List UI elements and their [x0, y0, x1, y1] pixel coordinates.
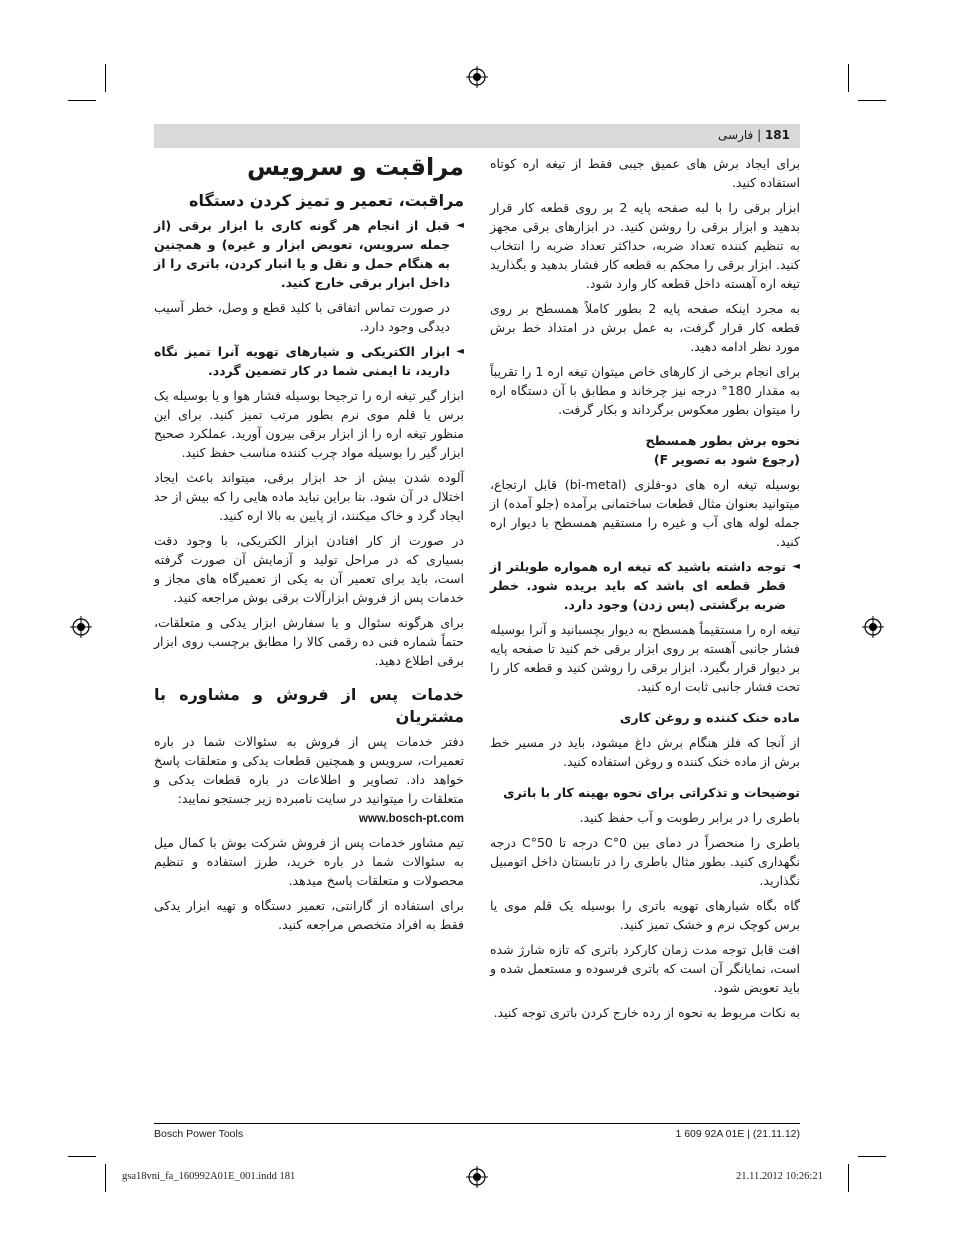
crop-mark — [68, 100, 96, 101]
paragraph: تیم مشاور خدمات پس از فروش شرکت بوش با کمال میل به سئوالات شما در باره خرید، طرز استفاده و تنظیم محصولات و متعلقات پاسخ میدهد. — [154, 835, 464, 888]
paragraph: برای ایجاد برش های عمیق جیبی فقط از تیغه اره کوتاه استفاده کنید. — [490, 156, 800, 190]
registration-mark-icon — [862, 616, 884, 638]
heading-line: (رجوع شود به تصویر F) — [653, 452, 800, 467]
page-number: 181 — [764, 128, 790, 142]
paragraph: باطری را در برابر رطوبت و آب حفظ کنید. — [579, 810, 800, 825]
paragraph: ابزار برقی را با لبه صفحه پایه 2 بر روی قطعه کار قرار بدهید و ابزار برقی را روشن کنید. در ابزارهای برقی مجهز به تنظیم کننده تعداد ضربه، حداکثر تعداد ضربه را انتخاب کنید. ابزار برقی را محکم به قطعه کار فشار بدهید و بگذارید تیغه اره آهسته داخل قطعه کار وارد شود. — [490, 200, 800, 291]
paragraph: دفتر خدمات پس از فروش به سئوالات شما در باره تعمیرات، سرویس و همچنین قطعات یدکی و متعلقات پاسخ خواهد داد. تصاویر و اطلاعات در باره قطعات یدکی و متعلقات را میتوانید در سایت نامبرده زیر جستجو نمایید: — [154, 734, 464, 806]
header-language: فارسی — [718, 128, 754, 142]
crop-mark — [68, 1156, 96, 1157]
paragraph: برای هرگونه سئوال و یا سفارش ابزار یدکی و متعلقات، حتماً شماره فنی ده رقمی کالا را مطابق برچسب روی ابزار برقی اطلاع دهید. — [154, 615, 464, 668]
paragraph: افت قابل توجه مدت زمان کارکرد باتری که تازه شارژ شده است، نمایانگر آن است که باتری فرسوده و مستعمل شده و باید تعویض شود. — [490, 942, 800, 995]
paragraph: تیغه اره را مستقیماً همسطح به دیوار بچسبانید و آنرا بوسیله فشار جانبی آهسته بر روی ابزار برقی خم کنید تا صفحه پایه بر دیوار قرار بگیرد. ابزار برقی را روشن کنید و قطعه کار را تحت فشار جانبی ثابت اره کنید. — [490, 622, 800, 694]
heading-line: نحوه برش بطور همسطح — [645, 433, 800, 448]
registration-mark-icon — [70, 616, 92, 638]
paragraph: به مجرد اینکه صفحه پایه 2 بطور کاملاً همسطح بر روی قطعه کار قرار گرفت، به عمل برش در امتداد خط برش مورد نظر ادامه دهید. — [490, 301, 800, 354]
section-heading: خدمات پس از فروش و مشاوره با مشتریان — [154, 685, 464, 726]
paragraph: باطری را منحصراً در دمای بین 0°C درجه تا 50°C درجه نگهداری کنید. بطور مثال باطری را در تابستان داخل اتومبیل نگذارید. — [490, 835, 800, 888]
paragraph: گاه بگاه شیارهای تهویه باتری را بوسیله یک قلم موی یا برس کوچک نرم و خشک تمیز کنید. — [490, 898, 800, 932]
crop-mark — [105, 1164, 106, 1192]
section-heading: مراقبت، تعمیر و تمیز کردن دستگاه — [189, 191, 464, 210]
registration-mark-icon — [466, 66, 488, 88]
section-heading: ماده خنک کننده و روغن کاری — [619, 710, 800, 725]
paragraph: آلوده شدن بیش از حد ابزار برقی، میتواند باعث ایجاد اختلال در آن شود. بنا براین نباید ماده هایی را که بیش از حد ایجاد گرد و خاک میکنند، از پایین به بالا اره کنید. — [154, 470, 464, 523]
crop-mark — [848, 64, 849, 92]
crop-mark — [858, 100, 886, 101]
paragraph: در صورت از کار افتادن ابزار الکتریکی، با وجود دقت بسیاری که در مراحل تولید و آزمایش آن صورت گرفته است، باید برای تعمیر آن به یکی از تعمیرگاه های مجاز و خدمات پس از فروش ابزارآلات برقی بوش مراجعه کنید. — [154, 533, 464, 605]
section-heading — [490, 431, 800, 469]
warning-bullet: ◄ ابزار الکتریکی و شیارهای تهویه آنرا تمیز نگاه دارید، تا ایمنی شما در کار تضمین گردد. — [154, 342, 464, 380]
warning-bullet: ◄ توجه داشته باشید که تیغه اره همواره طویلتر از قطر قطعه ای باشد که باید بریده شود. خطر ضربه برگشتی (پس زدن) وجود دارد. — [490, 557, 800, 614]
website-link[interactable]: www.bosch-pt.com — [359, 813, 464, 825]
warning-bullet: ◄ قبل از انجام هر گونه کاری با ابزار برقی (از جمله سرویس، تعویض ابزار و غیره) و همچنین به هنگام حمل و نقل و یا انبار کردن، باتری را از داخل ابزار برقی خارج کنید. — [154, 216, 464, 292]
paragraph: به نکات مربوط به نحوه از رده خارج کردن باتری توجه کنید. — [493, 1005, 800, 1020]
paragraph: در صورت تماس اتفاقی با کلید قطع و وصل، خطر آسیب دیدگی وجود دارد. — [154, 300, 450, 334]
left-column — [154, 152, 464, 940]
paragraph: ابزار گیر تیغه اره را ترجیحا بوسیله فشار هوا و یا بوسیله یک برس یا قلم موی نرم بطور مرتب تمیز کنید. برای این منظور تیغه اره را از ابزار برقی بیرون آورید. عملکرد صحیح ابزار گیر را بوسیله مواد چرب کننده مناسب حفظ کنید. — [154, 388, 464, 460]
page-header — [154, 124, 800, 148]
footer-brand: Bosch Power Tools — [154, 1128, 244, 1140]
footer-docnumber: 1 609 92A 01E | (21.11.12) — [675, 1128, 800, 1140]
page-title: مراقبت و سرویس — [247, 153, 464, 181]
paragraph: از آنجا که فلز هنگام برش داغ میشود، باید در مسیر خط برش از ماده خنک کننده و روغن استفاده کنید. — [490, 735, 800, 769]
crop-mark — [105, 64, 106, 92]
registration-mark-icon — [466, 1166, 488, 1188]
paragraph: برای استفاده از گارانتی، تعمیر دستگاه و تهیه ابزار یدکی فقط به افراد متخصص مراجعه کنید. — [154, 898, 464, 932]
crop-mark — [848, 1164, 849, 1192]
section-heading: توضیحات و تذکراتی برای نحوه بهینه کار با باتری — [503, 785, 800, 800]
footer-rule — [154, 1123, 800, 1124]
slug-datetime: 21.11.2012 10:26:21 — [736, 1171, 823, 1182]
right-column — [490, 154, 800, 1028]
paragraph: بوسیله تیغه اره های دو-فلزی (bi-metal) قابل ارتجاع، میتوانید بعنوان مثال قطعات ساختمانی برآمده (جلو آمده) از جمله لوله های آب و غیره را مستقیم همسطح با دیوار اره کنید. — [490, 477, 800, 549]
header-text: 181 | فارسی — [718, 128, 790, 142]
paragraph: برای انجام برخی از کارهای خاص میتوان تیغه اره 1 را تقریباً به مقدار 180° درجه نیز چرخاند و مطابق با آن دستگاه اره را میتوان بطور معکوس برگرداند و بکار گرفت. — [490, 364, 801, 417]
crop-mark — [858, 1156, 886, 1157]
slug-filename: gsa18vni_fa_160992A01E_001.indd 181 — [122, 1171, 296, 1182]
